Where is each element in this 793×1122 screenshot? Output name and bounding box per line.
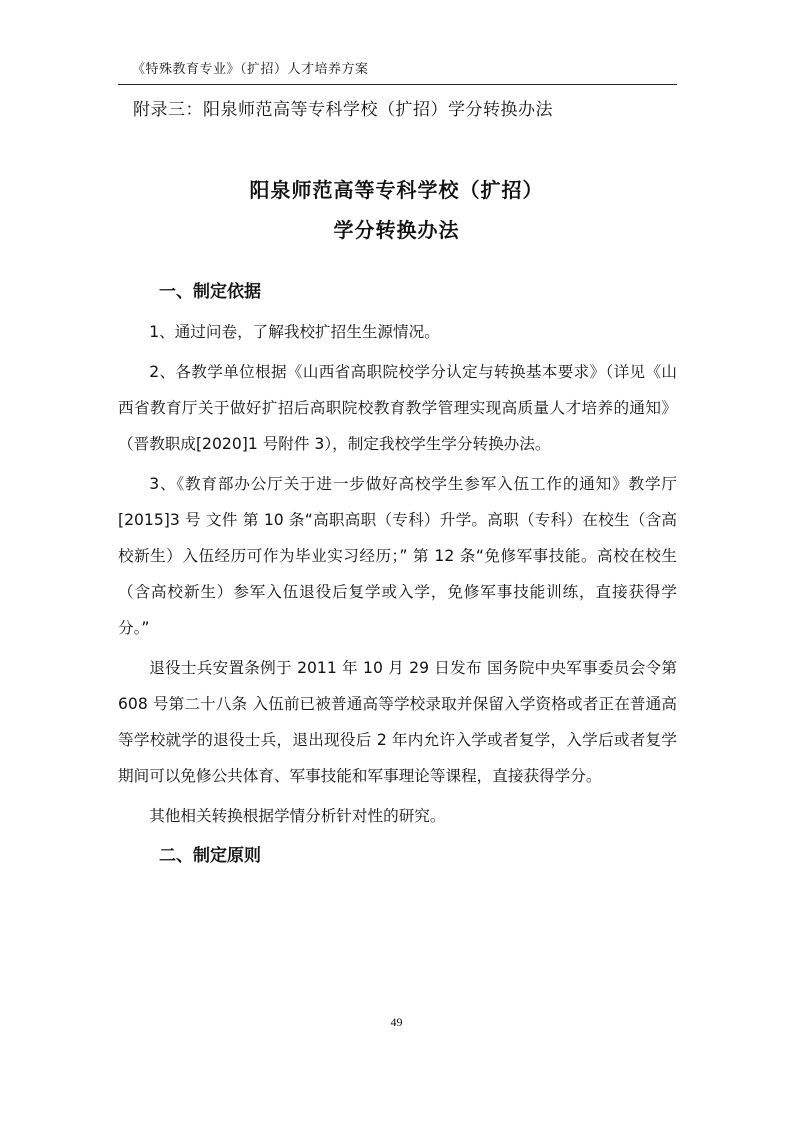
section-heading-principles: 二、制定原则	[159, 846, 261, 866]
document-title-line-2: 学分转换办法	[333, 218, 460, 242]
paragraph-1: 1、通过问卷，了解我校扩招生生源情况。	[149, 323, 440, 341]
section-heading-basis: 一、制定依据	[159, 282, 261, 302]
paragraph-3: 3、《教育部办公厅关于进一步做好高校学生参军入伍工作的通知》教学厅 [2015]3 号 文件 第 10 条“高职高职（专科）升学。高职（专科）在校生（含高校新生）入伍经历可作为毕业实习经历；” 第 12 条“免修军事技能。高校在校生（含高校新生）参军入伍退役后复学或入学，免修军事技能训练，直接获得学分。”	[118, 475, 677, 637]
paragraph-2: 2、各教学单位根据《山西省高职院校学分认定与转换基本要求》（详见《山西省教育厅关于做好扩招后高职院校教育教学管理实现高质量人才培养的通知》（晋教职成[2020]1 号附件 3），制定我校学生学分转换办法。	[118, 363, 677, 453]
paragraph-4: 退役士兵安置条例于 2011 年 10 月 29 日发布 国务院中央军事委员会令第 608 号第二十八条 入伍前已被普通高等学校录取并保留入学资格或者正在普通高等学校就学的退役士兵，退出现役后 2 年内允许入学或者复学，入学后或者复学期间可以免修公共体育、军事技能和军事理论等课程，直接获得学分。	[118, 659, 677, 785]
appendix-title: 附录三：阳泉师范高等专科学校（扩招）学分转换办法	[133, 100, 553, 120]
document-title-line-1: 阳泉师范高等专科学校（扩招）	[249, 178, 544, 202]
paragraph-5: 其他相关转换根据学情分析针对性的研究。	[149, 807, 446, 825]
header-divider	[118, 84, 677, 85]
document-body	[118, 274, 677, 874]
page-number: 49	[390, 1015, 403, 1029]
running-header: 《特殊教育专业》（扩招）人才培养方案	[132, 61, 369, 76]
